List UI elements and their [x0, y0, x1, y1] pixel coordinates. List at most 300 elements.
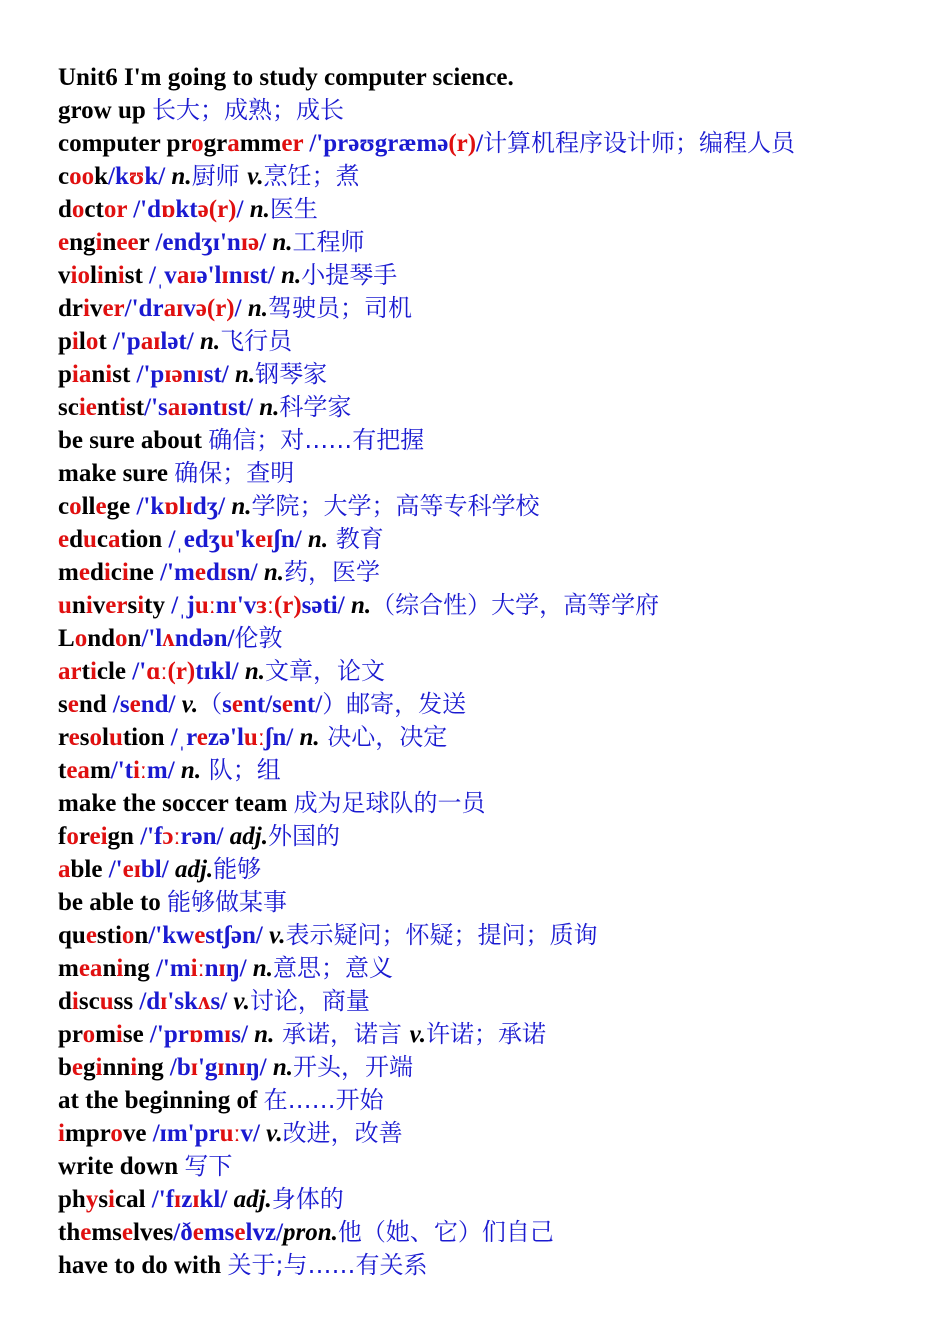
entry-text: ɪ — [238, 1054, 246, 1081]
entry-text: e — [85, 922, 97, 949]
entry-text: nt/s — [242, 691, 282, 718]
entry-text: gn — [107, 823, 134, 850]
vocab-entry — [58, 160, 898, 193]
vocab-entry — [58, 1183, 898, 1216]
entry-text: sc — [58, 394, 79, 421]
entry-text: /' — [126, 658, 147, 685]
definition-text: 药，医学 — [284, 558, 381, 586]
entry-text: ɪ — [224, 1021, 232, 1048]
entry-text: e — [231, 691, 243, 718]
entry-text: a — [227, 130, 240, 157]
entry-text: ɪ — [218, 955, 226, 982]
entry-text: g — [83, 1054, 96, 1081]
entry-text: ɔː — [162, 823, 181, 850]
entry-text: n. — [247, 295, 268, 322]
entry-text: ʃn/ — [264, 724, 300, 751]
entry-text: n — [134, 922, 149, 949]
entry-text: m — [58, 559, 79, 586]
entry-text: k/ — [144, 163, 172, 190]
definition-text: 确信；对……有把握 — [208, 426, 425, 454]
unit-title — [58, 62, 898, 94]
vocab-entry — [58, 325, 898, 358]
entry-text: /'p — [106, 328, 141, 355]
entry-text: pr — [58, 1021, 83, 1048]
entry-text: nn — [102, 1054, 131, 1081]
definition-text: 讨论，商量 — [249, 987, 370, 1015]
definition-text: 在……开始 — [263, 1086, 384, 1114]
entry-text: qu — [58, 922, 86, 949]
entry-text: a — [108, 526, 121, 553]
entry-text: n — [71, 592, 86, 619]
entry-text: e — [58, 526, 70, 553]
definition-text: 驾驶员；司机 — [267, 294, 412, 322]
entry-text: /ð — [173, 1219, 193, 1246]
definition-text: 许诺；承诺 — [426, 1020, 547, 1048]
entry-text: i — [83, 295, 90, 322]
entry-text: eɪ — [254, 526, 274, 553]
entry-text: t — [58, 757, 67, 784]
definition-text: 能够 — [213, 855, 262, 883]
vocab-entry — [58, 490, 898, 523]
entry-text: ɪ — [174, 1186, 182, 1213]
entry-text: ne — [128, 559, 154, 586]
entry-text: tɪkl/ — [195, 658, 245, 685]
entry-text: nd/ — [140, 691, 182, 718]
entry-text: /'m — [153, 559, 195, 586]
entry-text: st/ — [227, 394, 260, 421]
entry-text: /ɪm'pr — [146, 1120, 220, 1147]
entry-text: c — [58, 493, 70, 520]
entry-text: i — [108, 1186, 115, 1213]
entry-text: n. — [350, 592, 372, 619]
vocab-entry — [58, 622, 898, 655]
definition-text: 外国的 — [267, 822, 340, 850]
entry-text: /b — [163, 1054, 191, 1081]
entry-text: r — [58, 724, 69, 751]
entry-text: uː — [219, 1120, 241, 1147]
vocab-entry — [58, 1249, 898, 1282]
entry-text: ɪ — [220, 394, 228, 421]
entry-text: n. — [249, 196, 270, 223]
entry-text: ɪə — [240, 229, 260, 256]
entry-text: p — [58, 361, 72, 388]
entry-text: lvz/ — [245, 1219, 284, 1246]
entry-text: n. — [254, 1021, 275, 1048]
entry-text: i — [116, 955, 124, 982]
definition-text: （综合性）大学，高等学府 — [371, 591, 660, 619]
entry-text: r — [78, 823, 90, 850]
definition-text: 改进，改善 — [282, 1119, 403, 1147]
definition-text: 队；组 — [201, 756, 281, 784]
entry-text: /'m — [149, 955, 191, 982]
entry-text: st — [126, 394, 145, 421]
definition-text: 伦敦 — [234, 624, 283, 652]
entry-text: e — [194, 559, 206, 586]
entry-text: rən/ — [180, 823, 230, 850]
entry-text: /'p — [130, 361, 165, 388]
entry-text: ɜː(r) — [256, 592, 302, 619]
entry-text: v — [89, 295, 103, 322]
entry-text: ia — [71, 361, 92, 388]
entry-text: n — [91, 361, 106, 388]
entry-text: u — [220, 526, 235, 553]
entry-text: t — [98, 328, 107, 355]
entry-text: ʌ — [197, 988, 211, 1015]
entry-text: e — [194, 922, 206, 949]
entry-text: u — [58, 592, 72, 619]
entry-text: aɪ — [167, 394, 188, 421]
vocab-entry — [58, 1117, 898, 1150]
entry-text: ʊ — [128, 163, 145, 190]
definition-text: 飞行员 — [220, 327, 293, 355]
entry-text: n. — [199, 328, 221, 355]
entry-text: nd — [87, 625, 115, 652]
entry-text: v/ — [240, 1120, 267, 1147]
entry-text: ei — [89, 823, 108, 850]
entry-text: i — [85, 592, 93, 619]
entry-text: t — [81, 658, 90, 685]
entry-text: iː — [132, 757, 147, 784]
entry-text: /'f — [133, 823, 163, 850]
entry-text: 'sk — [167, 988, 198, 1015]
entry-text: gr — [203, 130, 228, 157]
entry-text: y — [85, 1186, 99, 1213]
entry-text: be sure about — [58, 427, 209, 454]
entry-text: or — [103, 196, 127, 223]
entry-text: e — [129, 691, 141, 718]
entry-text: səti/ — [301, 592, 351, 619]
entry-text: i — [95, 229, 103, 256]
entry-text: r — [138, 229, 150, 256]
vocab-entry — [58, 1018, 898, 1051]
definition-text: 开头，开端 — [292, 1053, 413, 1081]
entry-text: ə'l — [196, 262, 222, 289]
entry-text: / — [476, 130, 484, 157]
entry-text: e — [121, 1219, 134, 1246]
vocab-entry — [58, 787, 898, 820]
definition-text: 医生 — [269, 195, 318, 223]
vocab-entry — [58, 985, 898, 1018]
entry-text: ty — [144, 592, 165, 619]
entry-text: eɪ — [122, 856, 141, 883]
definition-text: 确保；查明 — [174, 459, 295, 487]
entry-text: ll — [81, 493, 96, 520]
entry-text: i — [121, 559, 129, 586]
entry-text: i — [115, 1021, 123, 1048]
definition-text: 表示疑问；怀疑；提问；质询 — [285, 921, 598, 949]
entry-text: ar — [58, 658, 82, 685]
entry-text: ɪ — [219, 559, 228, 586]
entry-text: cal — [115, 1186, 146, 1213]
entry-text: ve — [122, 1120, 147, 1147]
entry-text: e — [196, 724, 208, 751]
vocab-entry — [58, 292, 898, 325]
entry-text: o — [82, 1021, 96, 1048]
entry-text: /s — [106, 691, 130, 718]
vocab-entry — [58, 424, 898, 457]
entry-text: /'kw — [148, 922, 195, 949]
entry-text: /ˌj — [164, 592, 195, 619]
vocab-entry — [58, 721, 898, 754]
entry-text: u — [99, 988, 114, 1015]
entry-text: n. — [244, 658, 265, 685]
entry-text: o — [74, 625, 88, 652]
entry-text: m — [58, 955, 79, 982]
definition-text: 小提琴手 — [301, 261, 398, 289]
vocab-entry — [58, 1051, 898, 1084]
entry-text: i — [137, 592, 145, 619]
entry-text: nd — [78, 691, 107, 718]
entry-text: grow up — [58, 97, 153, 124]
entry-text: n. — [231, 493, 252, 520]
definition-text: 意思；意义 — [272, 954, 393, 982]
entry-text: tion — [122, 724, 165, 751]
entry-text: io — [70, 262, 90, 289]
entry-text: uː — [194, 592, 216, 619]
entry-text: st — [124, 262, 143, 289]
entry-text: ct — [84, 196, 104, 223]
entry-text: se — [122, 1021, 144, 1048]
entry-text: v. — [247, 163, 264, 190]
entry-text: Unit6 I'm going to study computer science. — [58, 64, 514, 91]
entry-text: ənt — [187, 394, 221, 421]
entry-text: n — [215, 592, 230, 619]
entry-text: n — [127, 625, 142, 652]
entry-text: ee — [116, 229, 139, 256]
definition-text: 写下 — [184, 1152, 233, 1180]
entry-text: ɒ — [161, 196, 176, 223]
vocabulary-document — [58, 62, 898, 1282]
entry-text: v. — [266, 1120, 283, 1147]
entry-text: L — [58, 625, 75, 652]
entry-text: i — [71, 328, 79, 355]
entry-text: 'v — [236, 592, 257, 619]
entry-text: o — [121, 922, 135, 949]
entry-text: adj. — [229, 823, 268, 850]
entry-text: i — [95, 1054, 103, 1081]
entry-text: e — [68, 724, 80, 751]
entry-text: /'s — [144, 394, 168, 421]
entry-text: z — [181, 1186, 193, 1213]
vocab-entry — [58, 1216, 898, 1249]
entry-text: oo — [69, 163, 95, 190]
definition-text: 计算机程序设计师；编程人员 — [483, 129, 796, 157]
vocab-entry — [58, 655, 898, 688]
vocab-entry — [58, 358, 898, 391]
entry-text: f — [58, 823, 67, 850]
definition-text: 身体的 — [271, 1185, 344, 1213]
vocab-entry — [58, 820, 898, 853]
entry-text: ʃn/ — [273, 526, 308, 553]
entry-text: o — [66, 823, 79, 850]
entry-text: n. — [234, 361, 256, 388]
definition-text: 工程师 — [292, 228, 365, 256]
vocab-entry — [58, 193, 898, 226]
entry-text: s — [58, 691, 68, 718]
vocab-entry — [58, 259, 898, 292]
entry-text: e — [234, 1219, 246, 1246]
entry-text: make the soccer team — [58, 790, 294, 817]
entry-text: v. — [269, 922, 286, 949]
entry-text: /'d — [126, 196, 162, 223]
entry-text: i — [117, 262, 125, 289]
vocab-entry — [58, 523, 898, 556]
entry-text: n. — [180, 757, 202, 784]
entry-text: ɪ — [242, 262, 250, 289]
entry-text: i — [96, 262, 104, 289]
entry-text: ea — [66, 757, 90, 784]
definition-text: 成为足球队的一员 — [293, 789, 486, 817]
entry-text: b — [58, 1054, 72, 1081]
vocab-entry — [58, 457, 898, 490]
entry-text: s — [79, 724, 90, 751]
entry-text: ndən/ — [174, 625, 235, 652]
entry-text: ie — [78, 394, 97, 421]
entry-text: n — [103, 262, 118, 289]
entry-text: (r) — [208, 196, 237, 223]
vocab-entry — [58, 1150, 898, 1183]
entry-text: kl/ — [199, 1186, 234, 1213]
entry-text: /ˌr — [164, 724, 197, 751]
vocab-entry — [58, 919, 898, 952]
entry-text: ʌ — [162, 625, 175, 652]
definition-text: 学院；大学；高等专科学校 — [251, 492, 540, 520]
vocab-entry — [58, 886, 898, 919]
entry-text: (r) — [206, 295, 235, 322]
entry-text: uː — [243, 724, 265, 751]
entry-text: s — [98, 1186, 109, 1213]
entry-text: dʒ/ — [192, 493, 232, 520]
vocab-entry — [58, 754, 898, 787]
definition-text: 关于;与……有关系 — [227, 1251, 428, 1279]
entry-text: o — [191, 130, 204, 157]
entry-text: ɪ — [217, 1054, 225, 1081]
entry-text: e — [58, 229, 70, 256]
entry-text: l — [89, 262, 97, 289]
entry-text: s — [222, 691, 232, 718]
entry-text: n — [182, 361, 197, 388]
entry-text: bl/ — [140, 856, 175, 883]
entry-text: e — [67, 691, 79, 718]
entry-text: n. — [259, 394, 280, 421]
entry-text: n — [102, 229, 117, 256]
entry-text: a — [58, 856, 71, 883]
entry-text: /'dr — [124, 295, 164, 322]
entry-text: /k — [108, 163, 129, 190]
entry-text: th — [58, 1219, 81, 1246]
entry-text: write down — [58, 1153, 185, 1180]
definition-text: 决心，决定 — [319, 723, 448, 751]
entry-text: (r) — [448, 130, 477, 157]
entry-text: ɒ — [188, 1021, 204, 1048]
entry-text: /'t — [110, 757, 133, 784]
entry-text: ea — [78, 955, 103, 982]
entry-text: o — [115, 625, 128, 652]
entry-text: v. — [181, 691, 199, 718]
entry-text: v — [183, 295, 196, 322]
entry-text: / — [259, 229, 273, 256]
entry-text: adj. — [174, 856, 214, 883]
entry-text: n — [228, 262, 243, 289]
entry-text: cle — [96, 658, 127, 685]
entry-text: ə — [197, 196, 209, 223]
entry-text: n. — [281, 262, 302, 289]
entry-text: e — [95, 493, 107, 520]
entry-text: st/ — [249, 262, 282, 289]
entry-text: n. — [272, 229, 293, 256]
entry-text: e — [281, 691, 293, 718]
definition-text: 能够做某事 — [167, 888, 288, 916]
entry-text: ɪə — [164, 361, 183, 388]
entry-text: e — [80, 1219, 92, 1246]
entry-text: l — [178, 493, 186, 520]
entry-text: /' — [102, 856, 123, 883]
definition-text: 承诺，诺言 — [274, 1020, 410, 1048]
entry-text: stʃən/ — [205, 922, 270, 949]
entry-text: /endʒɪ'n — [149, 229, 241, 256]
entry-text: o — [69, 493, 82, 520]
entry-text: ge — [106, 493, 131, 520]
entry-text: m — [95, 1021, 116, 1048]
entry-text: ɪ — [160, 988, 168, 1015]
entry-text: i — [130, 1054, 138, 1081]
entry-text: ɪ — [190, 1054, 198, 1081]
entry-text: lət/ — [160, 328, 200, 355]
vocab-entry — [58, 94, 898, 127]
entry-text: ble — [70, 856, 103, 883]
definition-text: 钢琴家 — [255, 360, 328, 388]
entry-text: n — [102, 955, 117, 982]
entry-text: i — [89, 658, 97, 685]
entry-text: 'k — [234, 526, 255, 553]
entry-text: ng — [137, 1054, 164, 1081]
definition-text: （ — [198, 690, 223, 718]
vocab-entry — [58, 127, 898, 160]
entry-text: c — [110, 559, 122, 586]
entry-text: / — [234, 295, 248, 322]
entry-text: make sure — [58, 460, 175, 487]
entry-text: n. — [299, 724, 320, 751]
entry-text: c — [96, 526, 109, 553]
entry-text: er — [281, 130, 304, 157]
entry-text: v. — [233, 988, 250, 1015]
entry-text: er — [105, 592, 128, 619]
entry-text: /'f — [145, 1186, 175, 1213]
entry-text: be able to — [58, 889, 168, 916]
entry-text: i — [119, 394, 127, 421]
entry-text: / — [236, 196, 250, 223]
entry-text: m/ — [146, 757, 181, 784]
definition-text: 教育 — [328, 525, 384, 553]
entry-text: n. — [307, 526, 329, 553]
entry-text: aɪ — [163, 295, 184, 322]
vocab-entry — [58, 589, 898, 622]
vocab-entry — [58, 952, 898, 985]
entry-text: i — [105, 361, 113, 388]
entry-text: m — [89, 757, 111, 784]
definition-text: 长大；成熟；成长 — [152, 96, 345, 124]
entry-text: n. — [171, 163, 192, 190]
entry-text: ng — [69, 229, 96, 256]
entry-text: d — [205, 559, 220, 586]
definition-text: ）邮寄，发送 — [322, 690, 467, 718]
entry-text: ɪ — [192, 1186, 200, 1213]
entry-text: o — [85, 328, 99, 355]
vocab-entry — [58, 688, 898, 721]
entry-text: /'prəʊgræmə — [303, 130, 449, 157]
entry-text: e — [71, 1054, 84, 1081]
entry-text: v — [58, 262, 71, 289]
